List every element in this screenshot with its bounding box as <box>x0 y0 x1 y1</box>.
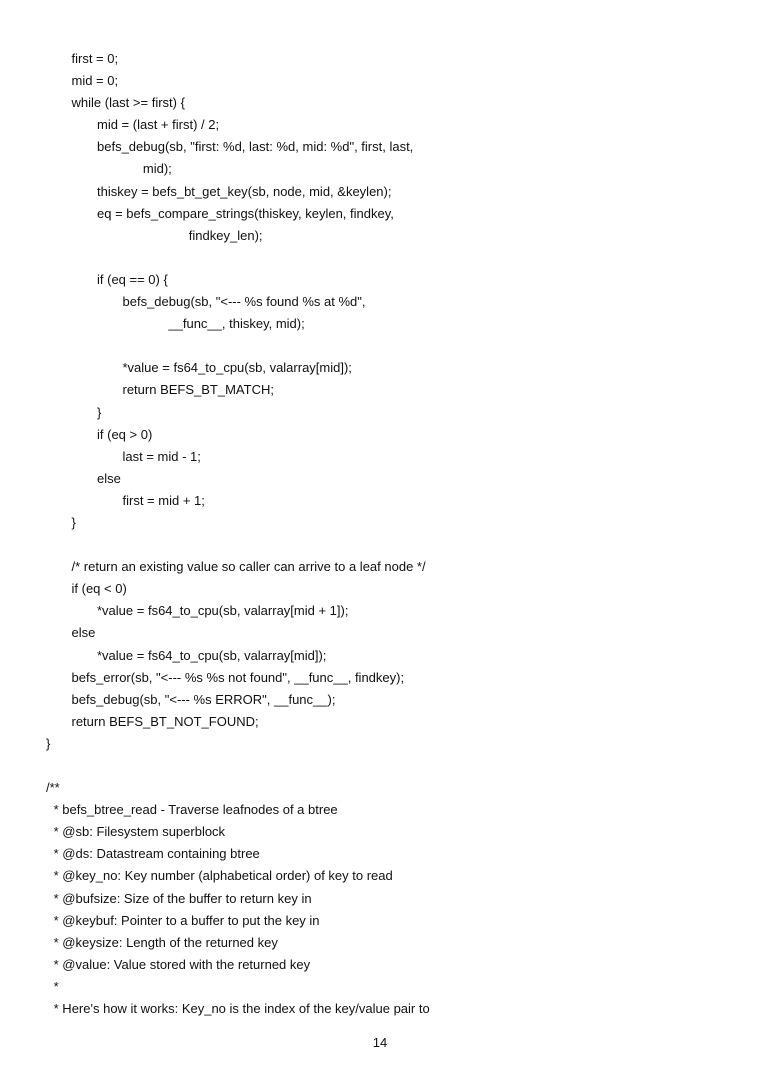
code-line <box>0 865 760 887</box>
code-line-text: /** <box>46 780 60 796</box>
code-line-text: mid = 0; <box>71 73 119 89</box>
code-line-text: if (eq > 0) <box>97 426 153 442</box>
code-line <box>0 733 760 755</box>
code-line <box>0 622 760 644</box>
code-line <box>0 556 760 578</box>
code-line-text: * Here's how it works: Key_no is the index of the key/value pair to <box>53 1001 430 1017</box>
code-line-text: *value = fs64_to_cpu(sb, valarray[mid + 1]); <box>97 603 349 619</box>
code-line <box>0 932 760 954</box>
code-line-text: else <box>71 625 96 641</box>
code-line <box>0 92 760 114</box>
code-listing <box>0 48 760 1020</box>
code-line-text: * @bufsize: Size of the buffer to return key in <box>53 890 312 906</box>
code-line <box>0 998 760 1020</box>
code-line <box>0 976 760 998</box>
code-line-text: befs_error(sb, "<--- %s %s not found", __func__, findkey); <box>71 669 405 685</box>
code-line-text: } <box>97 404 102 420</box>
code-line <box>0 181 760 203</box>
code-line <box>0 203 760 225</box>
code-line <box>0 114 760 136</box>
code-line <box>0 468 760 490</box>
code-line <box>0 843 760 865</box>
code-line <box>0 225 760 247</box>
code-line-text: } <box>71 514 76 530</box>
code-line <box>0 247 760 269</box>
code-line-text: if (eq < 0) <box>71 581 127 597</box>
code-line <box>0 578 760 600</box>
code-line <box>0 379 760 401</box>
code-line-text: thiskey = befs_bt_get_key(sb, node, mid, &keylen); <box>97 183 392 199</box>
code-line-text: first = 0; <box>71 51 119 66</box>
code-line-text: while (last >= first) { <box>71 95 185 111</box>
code-line-text: *value = fs64_to_cpu(sb, valarray[mid]); <box>97 647 327 663</box>
code-line-text: * <box>53 978 59 994</box>
code-line-text: befs_debug(sb, "<--- %s found %s at %d", <box>122 294 366 310</box>
code-line-text: first = mid + 1; <box>122 492 205 508</box>
code-line <box>0 313 760 335</box>
code-line-text: return BEFS_BT_NOT_FOUND; <box>71 713 259 729</box>
code-line-text: } <box>46 735 51 751</box>
code-line <box>0 777 760 799</box>
code-line <box>0 48 760 70</box>
code-line <box>0 600 760 622</box>
code-line-text: * @keysize: Length of the returned key <box>53 934 278 950</box>
code-line <box>0 534 760 556</box>
code-line <box>0 269 760 291</box>
code-line <box>0 490 760 512</box>
code-line-text: /* return an existing value so caller can arrive to a leaf node */ <box>71 559 426 575</box>
code-line <box>0 711 760 733</box>
code-line <box>0 645 760 667</box>
code-line-text: * @value: Value stored with the returned key <box>53 956 311 972</box>
code-line <box>0 402 760 424</box>
code-line <box>0 689 760 711</box>
code-line-text: * @keybuf: Pointer to a buffer to put the key in <box>53 912 320 928</box>
code-line-text: *value = fs64_to_cpu(sb, valarray[mid]); <box>122 360 352 376</box>
code-line <box>0 291 760 313</box>
code-line-text: befs_debug(sb, "<--- %s ERROR", __func__); <box>71 691 336 707</box>
code-line-text: * @key_no: Key number (alphabetical order) of key to read <box>53 868 393 884</box>
code-line-text: mid); <box>142 161 172 177</box>
code-line-text: mid = (last + first) / 2; <box>97 117 220 133</box>
code-line-text: findkey_len); <box>188 227 263 243</box>
page-number: 14 <box>372 1035 388 1050</box>
code-line <box>0 357 760 379</box>
code-line <box>0 70 760 92</box>
code-line <box>0 667 760 689</box>
code-line <box>0 158 760 180</box>
code-line <box>0 136 760 158</box>
code-line-text: else <box>97 470 121 486</box>
code-line-text: * befs_btree_read - Traverse leafnodes of a btree <box>53 802 338 818</box>
code-line-text: * @ds: Datastream containing btree <box>53 846 260 862</box>
code-line <box>0 888 760 910</box>
code-line-text: eq = befs_compare_strings(thiskey, keylen, findkey, <box>97 205 394 221</box>
code-line <box>0 424 760 446</box>
code-line <box>0 821 760 843</box>
code-line <box>0 910 760 932</box>
code-line <box>0 755 760 777</box>
code-line-text: last = mid - 1; <box>122 448 201 464</box>
code-line-text: if (eq == 0) { <box>97 271 168 287</box>
code-line <box>0 954 760 976</box>
code-line <box>0 335 760 357</box>
code-line-text: befs_debug(sb, "first: %d, last: %d, mid: %d", first, last, <box>97 139 414 155</box>
code-line-text: return BEFS_BT_MATCH; <box>122 382 274 398</box>
code-line <box>0 799 760 821</box>
code-line-text: * @sb: Filesystem superblock <box>53 824 226 840</box>
code-line <box>0 512 760 534</box>
code-line <box>0 446 760 468</box>
code-line-text: __func__, thiskey, mid); <box>168 316 305 332</box>
